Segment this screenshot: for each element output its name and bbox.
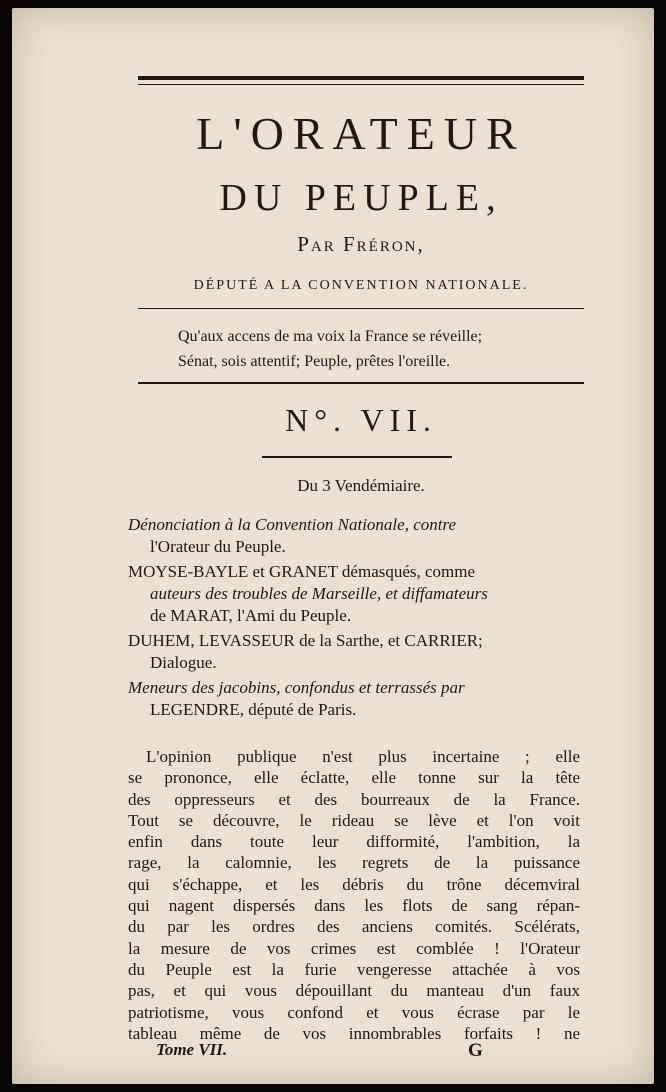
body-line: qui s'échappe, et les débris du trône décemviral [128,874,580,894]
contents-list [128,514,582,724]
body-line: enfin dans toute leur difformité, l'ambition, la [128,832,580,852]
top-thin-rule [138,84,584,85]
newspaper-page [12,8,654,1084]
body-line: L'opinion publique n'est plus incertaine ; elle [146,747,580,766]
footer-tome: Tome VII. [156,1040,228,1059]
contents-item [128,677,582,721]
body-line: rage, la calomnie, les regrets de la puissance [128,853,580,873]
contents-line: l'Orateur du Peuple. [150,537,286,556]
body-line: patriotisme, vous confond et vous écrase par le [128,1002,580,1022]
author-position: DÉPUTÉ A LA CONVENTION NATIONALE. [193,278,529,293]
contents-line: auteurs des troubles de Marseille, et diffamateurs [150,584,488,603]
issue-date: Du 3 Vendémiaire. [297,476,425,495]
body-line: des oppresseurs et des bourreaux de la France. [128,789,580,809]
article-body [128,746,580,1044]
body-line: la mesure de vos crimes est comblée ! l'Orateur [128,938,580,958]
contents-line: Dialogue. [150,653,217,672]
issue-number: N°. VII. [285,402,437,438]
body-line: pas, et qui vous dépouillant du manteau d'un faux [128,981,580,1001]
masthead-title-line1: L'ORATEUR [196,108,526,159]
contents-item [128,514,582,558]
contents-line: DUHEM, LEVASSEUR de la Sarthe, et CARRIER; [128,631,483,650]
body-line: se prononce, elle éclatte, elle tonne sur la tête [128,768,580,788]
contents-line: de MARAT, l'Ami du Peuple. [150,606,352,625]
contents-line: Dénonciation à la Convention Nationale, contre [128,515,456,534]
contents-line: LEGENDRE, député de Paris. [150,700,357,719]
body-line: Tout se découvre, le rideau se lève et l'on voit [128,810,580,830]
footer-signature-mark: G [468,1040,483,1061]
body-line: qui nagent dispersés dans les flots de sang répan- [128,896,580,916]
byline: Par Fréron, [297,232,425,256]
body-line: du Peuple est la furie vengeresse attachée à vos [128,959,580,979]
epigraph-line-2: Sénat, sois attentif; Peuple, prêtes l'oreille. [178,353,451,370]
epigraph-top-rule [138,308,584,309]
contents-line: Meneurs des jacobins, confondus et terrassés par [128,678,465,697]
issue-underline [262,456,452,458]
top-double-rule [138,76,584,80]
masthead-title-line2: DU PEUPLE, [219,177,503,219]
epigraph-line-1: Qu'aux accens de ma voix la France se réveille; [178,328,483,345]
contents-line: MOYSE-BAYLE et GRANET démasqués, comme [128,562,476,581]
contents-item [128,561,582,627]
contents-item [128,630,582,674]
body-line: du par les ordres des anciens comités. Scélérats, [128,917,580,937]
epigraph-bottom-rule [138,382,584,384]
epigraph [178,324,588,374]
body-line: tableau même de vos innombrables forfaits ! ne [128,1023,580,1043]
